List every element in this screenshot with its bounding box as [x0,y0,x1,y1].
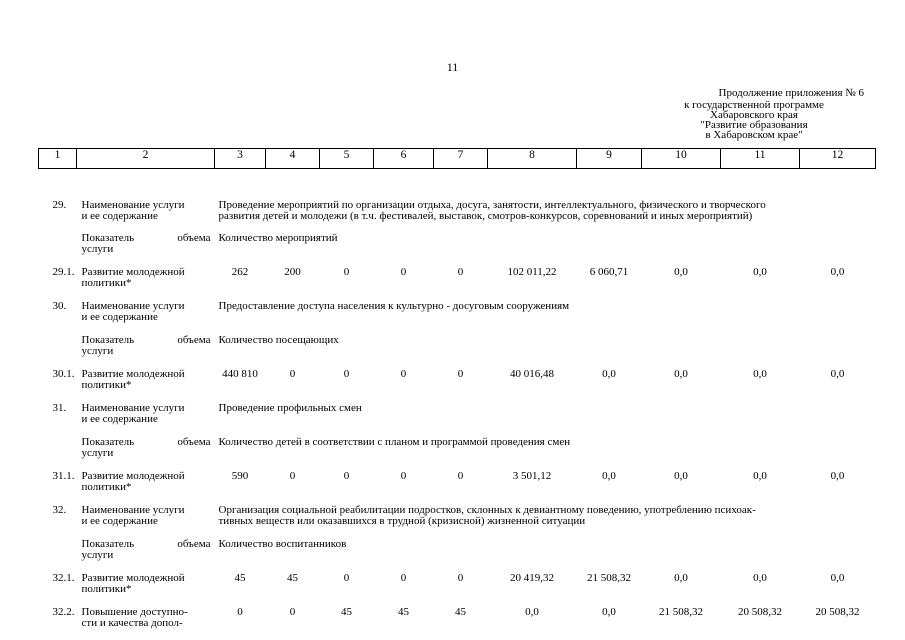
row-label-line: Развитие молодежной [81,368,185,380]
row-label-line: политики* [81,379,132,391]
row-label [77,392,215,426]
value-cell: 20 508,32 [815,606,860,618]
value-cell: 0 [457,572,464,584]
row-label [77,324,215,358]
column-number: 4 [266,149,320,169]
value-cell: 0 [289,606,296,618]
column-number: 11 [721,149,800,169]
program-table [38,148,876,630]
table-row [39,596,876,630]
column-number: 8 [488,149,577,169]
value-cell: 40 016,48 [510,368,554,380]
row-label-line: и ее содержание [81,515,158,527]
row-label [77,460,215,494]
row-label-line: сти и качества допол- [81,617,183,629]
column-number: 2 [77,149,215,169]
row-label-line: услуги [81,345,114,357]
value-cell: 0 [457,368,464,380]
value-cell: 0,0 [602,470,616,482]
indicator-description: Количество посещающих [218,334,339,346]
column-number: 10 [642,149,721,169]
value-cell: 21 508,32 [587,572,631,584]
value-cell: 0,0 [674,572,688,584]
value-cell: 0 [343,470,350,482]
indicator-description: Количество мероприятий [218,232,338,244]
value-cell: 0,0 [674,266,688,278]
table-row [39,494,876,528]
service-description: Предоставление доступа населения к культурно - досуговым сооружениям [218,300,570,312]
row-number: 29.1. [52,266,75,278]
value-cell: 0,0 [830,368,845,380]
row-number: 31.1. [52,470,75,482]
value-cell: 0 [457,470,464,482]
description-line: Организация социальной реабилитации подростков, склонных к девиантному поведению, употреблению психоак- [218,504,756,516]
table-row [39,392,876,426]
row-number: 32.2. [52,606,75,618]
row-label-word: объема [177,538,211,550]
row-label [77,426,215,460]
service-description [215,494,876,528]
column-number-header [39,149,876,169]
value-cell: 0 [237,606,243,618]
value-cell: 590 [231,470,249,482]
value-cell: 0 [400,266,407,278]
column-number: 6 [374,149,434,169]
value-cell: 0,0 [753,266,767,278]
value-cell: 440 810 [222,368,258,380]
row-label-word: Показатель [81,436,135,448]
column-number: 7 [434,149,488,169]
row-number: 30. [52,300,67,312]
row-label [77,290,215,324]
value-cell: 0 [343,266,350,278]
column-number: 1 [39,149,77,169]
row-label [77,562,215,596]
service-description: Проведение профильных смен [218,402,362,414]
column-number: 5 [320,149,374,169]
table-row [39,358,876,392]
value-cell: 21 508,32 [659,606,703,618]
row-label [77,528,215,562]
value-cell: 0,0 [525,606,539,618]
value-cell: 45 [287,572,298,584]
value-cell: 0 [343,368,350,380]
row-number: 32.1. [52,572,75,584]
value-cell: 0 [289,470,296,482]
header-line: "Развитие образования [700,119,808,131]
value-cell: 0,0 [674,470,688,482]
row-number: 30.1. [52,368,75,380]
indicator-description: Количество воспитанников [218,538,347,550]
value-cell: 0,0 [602,606,616,618]
value-cell: 0,0 [830,266,845,278]
value-cell: 20 419,32 [510,572,554,584]
row-label-line: и ее содержание [81,311,158,323]
table-row [39,562,876,596]
value-cell: 200 [284,266,301,278]
value-cell: 45 [398,606,409,618]
value-cell: 0,0 [753,572,767,584]
value-cell: 0 [289,368,296,380]
row-label [77,494,215,528]
row-label [77,222,215,256]
row-label-line: услуги [81,243,114,255]
row-label-line: Развитие молодежной [81,266,185,278]
row-label-line: Развитие молодежной [81,572,185,584]
table-row [39,528,876,562]
page-number: 11 [446,60,459,74]
value-cell: 0 [343,572,350,584]
row-label-word: Показатель [81,232,135,244]
value-cell: 102 011,22 [507,266,557,278]
value-cell: 262 [231,266,249,278]
value-cell: 45 [234,572,246,584]
description-line: Проведение мероприятий по организации отдыха, досуга, занятости, интеллектуального, физического и творческого [218,199,766,211]
value-cell: 6 060,71 [589,266,629,278]
description-line: тивных веществ или оказавшихся в трудной (кризисной) жизненной ситуации [218,515,586,527]
row-label-word: объема [177,334,211,346]
value-cell: 45 [455,606,466,618]
row-label [77,358,215,392]
table-row [39,169,876,223]
value-cell: 0,0 [753,368,767,380]
value-cell: 0,0 [830,470,845,482]
row-label-line: Наименование услуги [81,199,185,211]
row-label-line: Наименование услуги [81,402,185,414]
row-label-line: Развитие молодежной [81,470,185,482]
header-line: в Хабаровском крае" [705,129,803,141]
row-label-line: услуги [81,549,114,561]
value-cell: 0 [400,572,407,584]
column-number: 3 [215,149,266,169]
table-row [39,222,876,256]
value-cell: 0,0 [753,470,767,482]
value-cell: 0,0 [674,368,688,380]
row-label-word: Показатель [81,334,135,346]
column-number: 9 [577,149,642,169]
header-line: Продолжение приложения № 6 [718,87,864,99]
value-cell: 0,0 [602,368,616,380]
value-cell: 0,0 [830,572,845,584]
table-row [39,290,876,324]
indicator-description: Количество детей в соответствии с планом и программой проведения смен [218,436,571,448]
table-row [39,324,876,358]
row-number: 31. [52,402,67,414]
row-label-line: Наименование услуги [81,504,185,516]
row-label-line: Повышение доступно- [81,606,188,618]
row-number: 32. [52,504,67,516]
row-label-line: политики* [81,481,132,493]
row-label-word: Показатель [81,538,135,550]
row-label [77,169,215,223]
row-label-word: объема [177,232,211,244]
column-number: 12 [800,149,876,169]
appendix-header [644,87,864,140]
value-cell: 20 508,32 [738,606,782,618]
value-cell: 0 [400,470,407,482]
table-row [39,256,876,290]
row-number: 29. [52,199,67,211]
row-label-line: и ее содержание [81,210,158,222]
row-label-line: политики* [81,277,132,289]
row-label-line: услуги [81,447,114,459]
header-line: к государственной программе [684,99,824,111]
value-cell: 0 [400,368,407,380]
value-cell: 3 501,12 [512,470,552,482]
row-label [77,596,215,630]
description-line: развития детей и молодежи (в т.ч. фестивалей, выставок, смотров-конкурсов, соревнований и иных мероприятий) [218,210,753,222]
row-label-line: Наименование услуги [81,300,185,312]
header-line: Хабаровского края [710,109,798,121]
value-cell: 0 [457,266,464,278]
table-row [39,460,876,494]
row-label-line: и ее содержание [81,413,158,425]
row-label [77,256,215,290]
value-cell: 45 [341,606,352,618]
row-label-word: объема [177,436,211,448]
table-row [39,426,876,460]
service-description [215,169,876,223]
row-label-line: политики* [81,583,132,595]
